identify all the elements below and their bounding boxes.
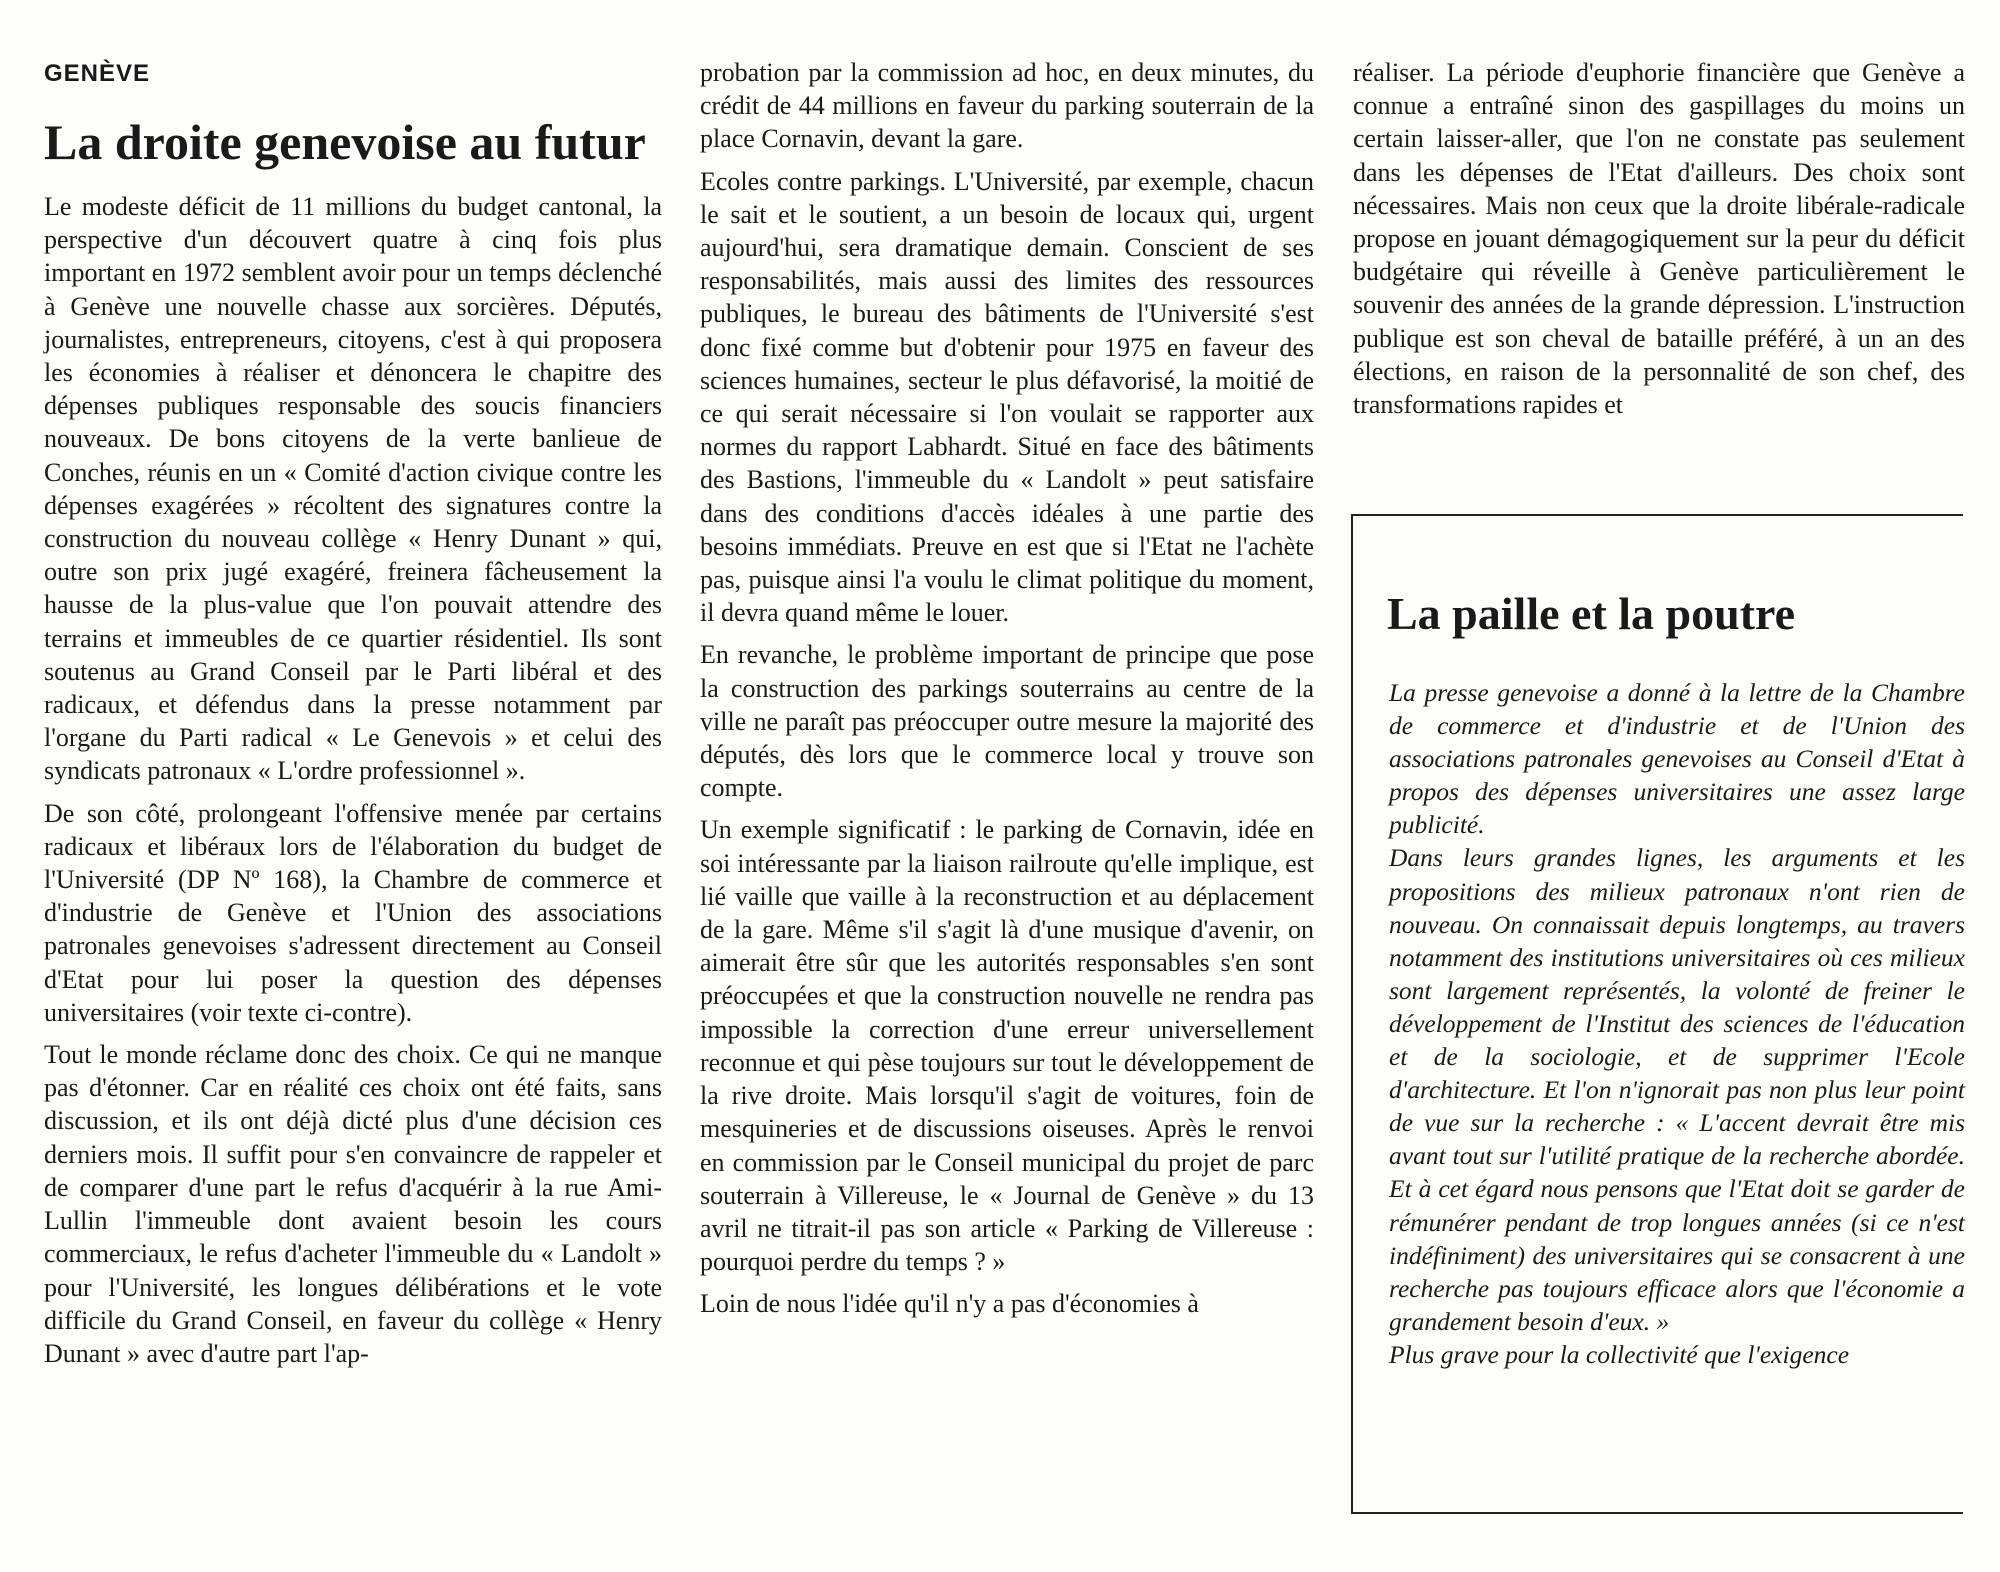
paragraph: De son côté, prolongeant l'offensive menée par certains radicaux et libéraux lors de l'élaboration du budget de l'Université (DP Nº 168), la Chambre de commerce et d'industrie de Genève et l'Union des associations patronales genevoises s'adressent directement au Conseil d'Etat pour lui poser la question des dépenses universitaires (voir texte ci-contre). — [44, 798, 662, 1027]
article-column-1 — [44, 190, 662, 1370]
paragraph: Un exemple significatif : le parking de Cornavin, idée en soi intéressante par la liaison railroute qu'elle implique, est lié vaille que vaille à la reconstruction et au déplacement de la gare. Même s'il s'agit là d'une musique d'avenir, on aimerait être sûr que les autorités responsables s'en sont préoccupées et que la construction nouvelle ne rendra pas impossible la correction d'une erreur universellement reconnue et qui pèse toujours sur tout le développement de la rive droite. Mais lorsqu'il s'agit de voitures, foin de mesquineries et de discussions oiseuses. Après le renvoi en commission par le Conseil municipal du projet de parc souterrain à Villereuse, le « Journal de Genève » du 13 avril ne titrait-il pas son article « Parking de Villereuse : pourquoi perdre du temps ? » — [700, 815, 1314, 1277]
section-rubric: GENÈVE — [44, 60, 151, 87]
paragraph: Ecoles contre parkings. L'Université, par exemple, chacun le sait et le soutient, a un besoin de locaux qui, urgent aujourd'hui, sera dramatique demain. Conscient de ses responsabilités, mais aussi des limites des ressources publiques, le bureau des bâtiments de l'Université s'est donc fixé comme but d'obtenir pour 1975 en faveur des sciences humaines, secteur le plus défavorisé, la moitié de ce qui serait nécessaire si l'on voulait se rapporter aux normes du rapport Labhardt. Situé en face des bâtiments des Bastions, l'immeuble du « Landolt » peut satisfaire dans des conditions d'accès idéales à une partie des besoins immédiats. Preuve en est que si l'Etat ne l'achète pas, puisque ainsi l'a voulu le climat politique du moment, il devra quand même le louer. — [700, 166, 1314, 628]
paragraph: Loin de nous l'idée qu'il n'y a pas d'économies à — [700, 1289, 1199, 1319]
article-column-3 — [1353, 56, 1965, 421]
paragraph: En revanche, le problème important de principe que pose la construction des parkings souterrains au centre de la ville ne paraît pas préoccuper outre mesure la majorité des députés, dès lors que le commerce local y trouve son compte. — [700, 640, 1314, 803]
sidebar-box — [1351, 514, 1963, 1514]
paragraph: réaliser. La période d'euphorie financière que Genève a connue a entraîné sinon des gaspillages du moins un certain laisser-aller, que l'on ne constate pas seulement dans les dépenses de l'Etat d'ailleurs. Des choix sont nécessaires. Mais non ceux que la droite libérale-radicale propose en jouant démagogiquement sur la peur du déficit budgétaire qui réveille à Genève particulièrement le souvenir des années de la grande dépression. L'instruction publique est son cheval de bataille préféré, à un an des élections, en raison de la personnalité de son chef, des transformations rapides et — [1353, 58, 1965, 420]
sidebar-paragraph: Plus grave pour la collectivité que l'exigence — [1389, 1339, 1850, 1369]
article-headline: La droite genevoise au futur — [44, 114, 646, 170]
paragraph: Le modeste déficit de 11 millions du budget cantonal, la perspective d'un découvert quatre à cinq fois plus important en 1972 semblent avoir pour un temps déclenché à Genève une nouvelle chasse aux sorcières. Députés, journalistes, entrepreneurs, citoyens, c'est à qui proposera les économies à réaliser et dénoncera le chapitre des dépenses publiques responsable des soucis financiers nouveaux. De bons citoyens de la verte banlieue de Conches, réunis en un « Comité d'action civique contre les dépenses exagérées » récoltent des signatures contre la construction du nouveau collège « Henry Dunant » qui, outre son prix jugé exagéré, freinera fâcheusement la hausse de la plus-value que l'on pouvait attendre des terrains et immeubles de ce quartier résidentiel. Ils sont soutenus au Grand Conseil par le Parti libéral et des radicaux, et défendus dans la presse notamment par l'organe du Parti radical « Le Genevois » et celui des syndicats patronaux « L'ordre professionnel ». — [44, 192, 662, 786]
sidebar-title: La paille et la poutre — [1387, 588, 1796, 639]
paragraph: Tout le monde réclame donc des choix. Ce qui ne manque pas d'étonner. Car en réalité ces choix ont été faits, sans discussion, et ils ont déjà dicté plus d'une décision ces derniers mois. Il suffit pour s'en convaincre de rappeler et de comparer d'une part le refus d'acquérir à la rue Ami-Lullin l'immeuble dont avaient besoin les cours commerciaux, le refus d'acheter l'immeuble du « Landolt » pour l'Université, les longues délibérations et le vote difficile du Grand Conseil, en faveur du collège « Henry Dunant » avec d'autre part l'ap- — [44, 1040, 662, 1368]
paragraph: probation par la commission ad hoc, en deux minutes, du crédit de 44 millions en faveur du parking souterrain de la place Cornavin, devant la gare. — [700, 58, 1314, 154]
sidebar-paragraph: Dans leurs grandes lignes, les arguments et les propositions des milieux patronaux n'ont rien de nouveau. On connaissait depuis longtemps, au travers notamment des institutions universitaires où ces milieux sont largement représentés, la volonté de freiner le développement de l'Institut des sciences de l'éducation et de la sociologie, et de supprimer l'Ecole d'architecture. Et l'on n'ignorait pas non plus leur point de vue sur la recherche : « L'accent devrait être mis avant tout sur l'utilité pratique de la recherche abordée. Et à cet égard nous pensons que l'Etat doit se garder de rémunérer pendant de trop longues années (si ce n'est indéfiniment) des universitaires qui se consacrent à une recherche pas toujours efficace alors que l'économie a grandement besoin d'eux. » — [1389, 843, 1965, 1336]
sidebar-body — [1389, 676, 1965, 1371]
sidebar-paragraph: La presse genevoise a donné à la lettre de la Chambre de commerce et d'industrie et de l'Union des associations patronales genevoises au Conseil d'Etat à propos des dépenses universitaires une assez large publicité. — [1389, 678, 1965, 840]
article-column-2 — [700, 56, 1314, 1321]
